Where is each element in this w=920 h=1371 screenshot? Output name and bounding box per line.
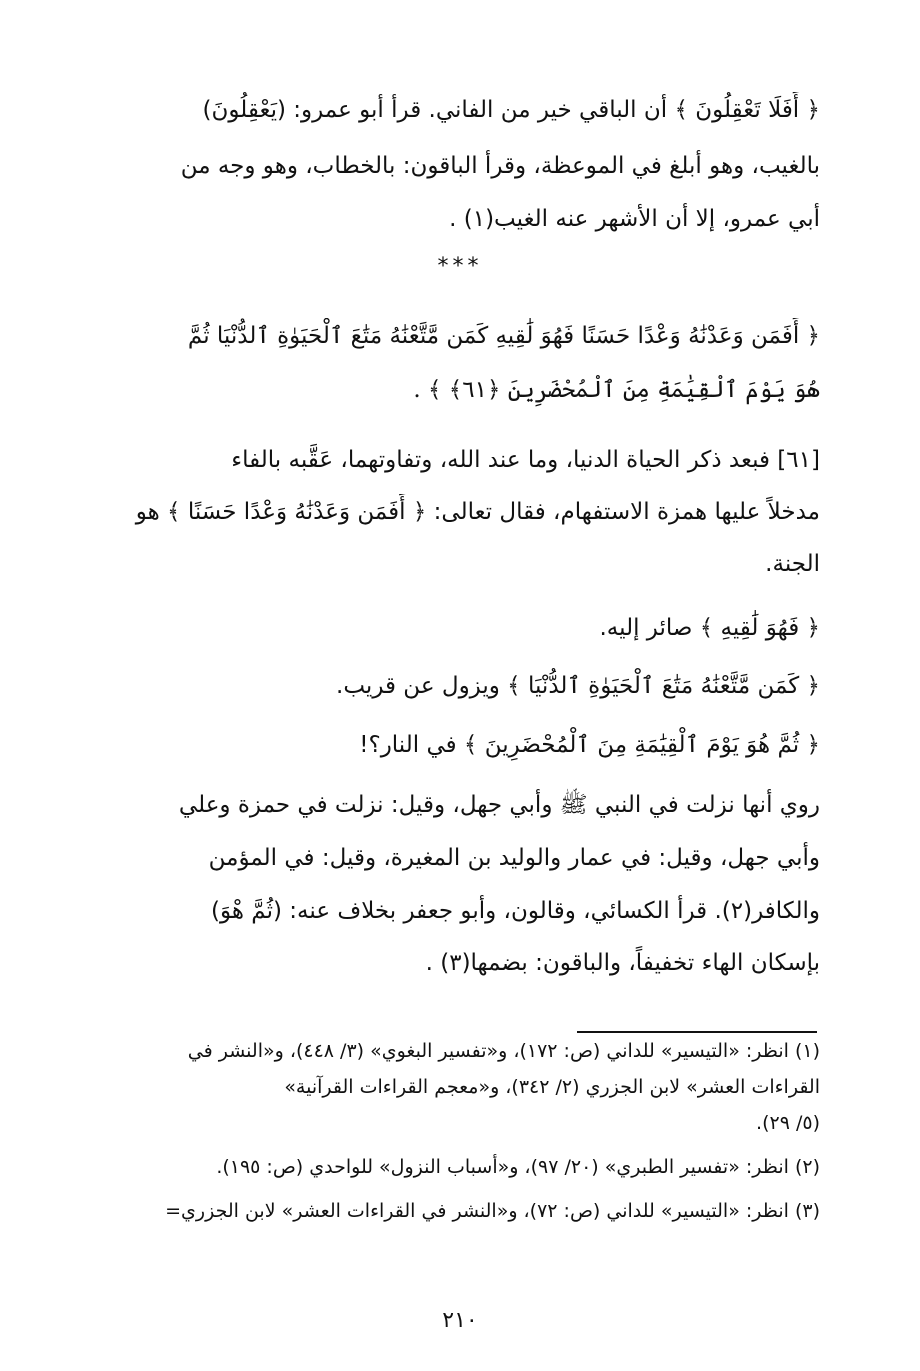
- section-separator: ***: [437, 254, 483, 279]
- text-line: روي أنها نزلت في النبي ﷺ وأبي جهل، وقيل: نزلت في حمزة وعلي: [178, 792, 820, 818]
- text-line: وأبي جهل، وقيل: في عمار والوليد بن المغيرة، وقيل: في المؤمن: [208, 845, 820, 871]
- footnote-divider: [577, 1031, 817, 1033]
- text-line: بالغيب، وهو أبلغ في الموعظة، وقرأ الباقون: بالخطاب، وهو وجه من: [180, 153, 820, 179]
- footnote-line: (٥/ ٢٩).: [756, 1112, 820, 1134]
- text-line: أبي عمرو، إلا أن الأشهر عنه الغيب(١) .: [449, 206, 820, 232]
- text-line: والكافر(٢). قرأ الكسائي، وقالون، وأبو جعفر بخلاف عنه: (ثُمَّ هْوَ): [211, 898, 820, 924]
- text-line: مدخلاً عليها همزة الاستفهام، فقال تعالى: ﴿ أَفَمَن وَعَدْنَٰهُ وَعْدًا حَسَنًا ﴾ هو: [135, 499, 820, 525]
- footnote-line: (١) انظر: «التيسير» للداني (ص: ١٧٢)، و«تفسير البغوي» (٣/ ٤٤٨)، و«النشر في: [187, 1040, 820, 1062]
- verse-line: ﴿ أَفَمَن وَعَدْنَٰهُ وَعْدًا حَسَنًا فَهُوَ لَٰقِيهِ كَمَن مَّتَّعْنَٰهُ مَتَٰعَ ٱلْحَيَوٰةِ ٱلدُّنْيَا ثُمَّ: [187, 323, 820, 349]
- commentary-item: ﴿ فَهُوَ لَٰقِيهِ ﴾ صائر إليه.: [599, 615, 820, 641]
- footnote-line: القراءات العشر» لابن الجزري (٢/ ٣٤٢)، و«معجم القراءات القرآنية»: [284, 1076, 820, 1098]
- text-line: ﴿ أَفَلَا تَعْقِلُونَ ﴾ أن الباقي خير من الفاني. قرأ أبو عمرو: (يَعْقِلُونَ): [202, 97, 820, 123]
- page-number: ٢١٠: [442, 1308, 478, 1333]
- commentary-item: ﴿ ثُمَّ هُوَ يَوْمَ ٱلْقِيَٰمَةِ مِنَ ٱلْمُحْضَرِينَ ﴾ في النار؟!: [359, 732, 820, 758]
- footnote-line: (٢) انظر: «تفسير الطبري» (٢٠/ ٩٧)، و«أسباب النزول» للواحدي (ص: ١٩٥).: [216, 1156, 820, 1178]
- text-line: بإسكان الهاء تخفيفاً، والباقون: بضمها(٣) .: [425, 950, 820, 976]
- text-line: [٦١] فبعد ذكر الحياة الدنيا، وما عند الله، وتفاوتهما، عَقَّبه بالفاء: [231, 447, 820, 473]
- verse-line: هُوَ يَوْمَ ٱلْقِيَٰمَةِ مِنَ ٱلْمُحْضَرِينَ ﴿٦١﴾ ﴾ .: [413, 377, 820, 403]
- commentary-item: ﴿ كَمَن مَّتَّعْنَٰهُ مَتَٰعَ ٱلْحَيَوٰةِ ٱلدُّنْيَا ﴾ ويزول عن قريب.: [336, 673, 820, 699]
- text-line: الجنة.: [765, 551, 820, 577]
- footnote-line: (٣) انظر: «التيسير» للداني (ص: ٧٢)، و«النشر في القراءات العشر» لابن الجزري=: [165, 1200, 820, 1222]
